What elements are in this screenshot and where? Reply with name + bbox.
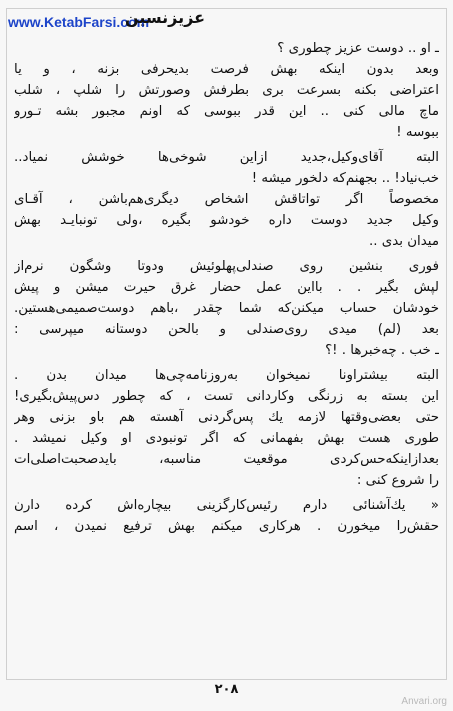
text-line: خودشان حساب میکنن‌که شما چقدر ،باهم دوست‌صمیمی‌هستین. [14, 301, 439, 316]
text-line: مخصوصاً اگر تواتاقش اشخاص دیگری‌هم‌باشن ، آقـای [14, 192, 439, 207]
text-line: ـ خب . چه‌خبرها . !؟ [325, 343, 439, 358]
text-line: میدان بدی .. [368, 234, 439, 249]
text-line: البته بیشتراونا نمیخوان به‌روزنامه‌چی‌ها میدان بدن . [14, 368, 439, 383]
text-body [14, 38, 439, 668]
text-line: البته آقای‌وکیل،جدید ازاین شوخی‌ها خوشش نمیاد.. [14, 150, 439, 165]
text-line: این بسته به زرنگی وکاردانی تست ، که چطور دس‌پیش‌بگیری! [14, 389, 439, 404]
text-line: اعتراضی بکنه بسرعت بری بطرفش وصورتش را شلپ ، شلب [14, 83, 439, 98]
text-line: ـ او .. دوست عزیز چطوری ؟ [277, 41, 439, 56]
text-line: ببوسه ! [396, 125, 439, 140]
text-line: وکیل جدید دوست داره خودشو بگیره ،ولی تونبایـد بهش [14, 213, 439, 228]
watermark: Anvari.org [401, 696, 447, 707]
text-line: طوری هست بهش بفهمانی که اگر تونبودی او وکیل نمیشد . [14, 431, 439, 446]
text-line: وبعد بدون اینکه بهش فرصت بدیحرفی بزنه ، و یا [14, 62, 439, 77]
text-line: حقش‌را میخورن . هرکاری میکنم بهش ترفیع نمیدن ، اسم [14, 519, 439, 534]
text-line: بعدازاینکه‌حس‌کردی موقعیت مناسبه، بایدصحبت‌اصلی‌ات [14, 452, 439, 467]
text-line: لپش بگیر . . بااین عمل حضار غرق حیرت میشن و پیش [14, 280, 439, 295]
text-line: ماچ مالی کنی .. این قدر ببوسی که اونم مجبور بشه تـورو [14, 104, 439, 119]
text-line: بعد (لم) میدی روی‌صندلی و بالحن دوستانه میپرسی : [14, 322, 439, 337]
page-number: ۲۰۸ [214, 682, 239, 697]
book-title: عزیزنسین [124, 8, 205, 27]
text-line: را شروع کنی : [356, 473, 439, 488]
text-line: حتی بعضی‌وقتها لازمه یك پس‌گردنی آهسته هم باو بزنی وهر [14, 410, 439, 425]
website-url: www.KetabFarsi.com [8, 14, 150, 30]
text-line: خب‌نیاد! .. بجهنم‌که دلخور میشه ! [251, 171, 439, 186]
text-line: « یك‌آشنائی دارم رئیس‌کارگزینی بیچاره‌اش کرده دارن [14, 498, 439, 513]
text-line: فوری بنشین روی صندلی‌پهلوئیش ودوتا وشگون نرم‌از [14, 259, 439, 274]
